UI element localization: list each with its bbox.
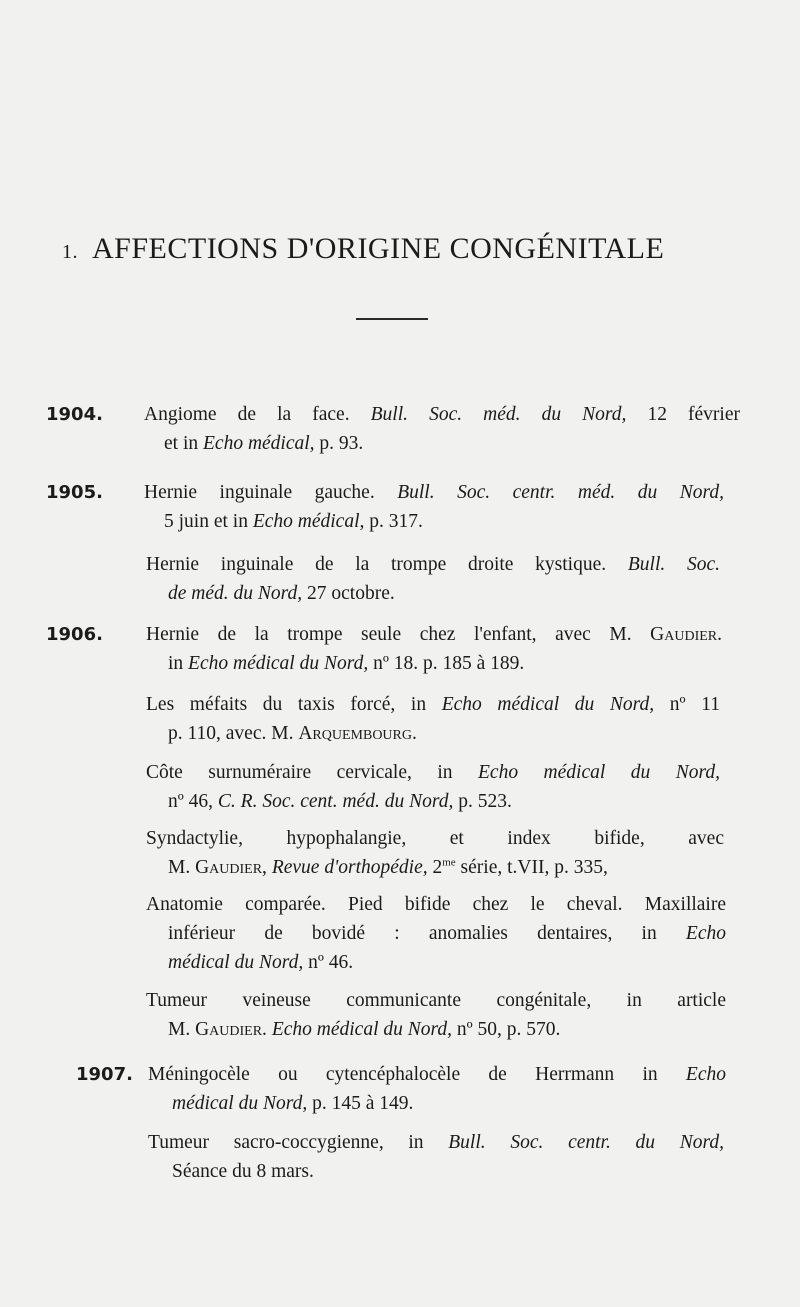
entry-line: Hernie de la trompe seule chez l'enfant, avec M. Gaudier. [146, 624, 722, 645]
entry-1906-cote-surnumeraire [146, 758, 720, 816]
section-title: AFFECTIONS D'ORIGINE CONGÉNITALE [92, 232, 665, 265]
entry-line: in Echo médical du Nord, nº 18. p. 185 à 189. [168, 653, 525, 674]
entry-1906-taxis-force [146, 690, 720, 748]
entry-line: Hernie inguinale gauche. Bull. Soc. centr. méd. du Nord, [144, 482, 724, 503]
entry-line: M. Gaudier, Revue d'orthopédie, $2^{me}$ série, t.VII, p. 335, [168, 856, 608, 878]
entry-line: et in Echo médical, p. 93. [164, 433, 364, 454]
heading-divider [356, 318, 428, 320]
year-1907: 1907. [76, 1064, 133, 1085]
entry-line: Séance du 8 mars. [172, 1161, 314, 1182]
entry-line: médical du Nord, p. 145 à 149. [172, 1093, 414, 1114]
entry-1906-tumeur-veineuse [146, 986, 726, 1044]
entry-line: p. 110, avec. M. Arquembourg. [168, 723, 417, 744]
section-number: 1. [62, 241, 78, 263]
year-1905: 1905. [46, 482, 103, 503]
entry-line: Angiome de la face. Bull. Soc. méd. du Nord, 12 février [144, 404, 740, 425]
entry-1905-hernie-trompe [146, 550, 720, 608]
year-1906: 1906. [46, 624, 103, 645]
entry-1905-hernie-inguinale [144, 478, 724, 536]
entry-1907-tumeur-sacro [148, 1128, 724, 1186]
entry-1906-hernie-enfant [146, 620, 722, 678]
entry-line: nº 46, C. R. Soc. cent. méd. du Nord, p. 523. [168, 791, 512, 812]
entry-line: M. Gaudier. Echo médical du Nord, nº 50, p. 570. [168, 1019, 561, 1040]
entry-1906-syndactylie [146, 824, 724, 882]
entry-1904-angiome [144, 400, 740, 458]
entry-line: Tumeur sacro-coccygienne, in Bull. Soc. centr. du Nord, [148, 1132, 724, 1153]
section-heading [62, 232, 742, 266]
entry-line: Méningocèle ou cytencéphalocèle de Herrmann in Echo [148, 1064, 726, 1085]
entry-line: 5 juin et in Echo médical, p. 317. [164, 511, 423, 532]
entry-line: Hernie inguinale de la trompe droite kystique. Bull. Soc. [146, 554, 720, 575]
year-1904: 1904. [46, 404, 103, 425]
entry-line: Côte surnuméraire cervicale, in Echo médical du Nord, [146, 762, 720, 783]
entry-line: médical du Nord, nº 46. [168, 952, 354, 973]
entry-line: Les méfaits du taxis forcé, in Echo médical du Nord, nº 11 [146, 694, 720, 715]
entry-1907-meningocele [148, 1060, 726, 1118]
entry-line: Anatomie comparée. Pied bifide chez le cheval. Maxillaire [146, 894, 726, 915]
entry-1906-anatomie-comparee [146, 890, 726, 977]
entry-line: Tumeur veineuse communicante congénitale, in article [146, 990, 726, 1011]
entry-line: de méd. du Nord, 27 octobre. [168, 583, 395, 604]
entry-line: inférieur de bovidé : anomalies dentaires, in Echo [168, 923, 726, 944]
entry-line: Syndactylie, hypophalangie, et index bifide, avec [146, 828, 724, 849]
